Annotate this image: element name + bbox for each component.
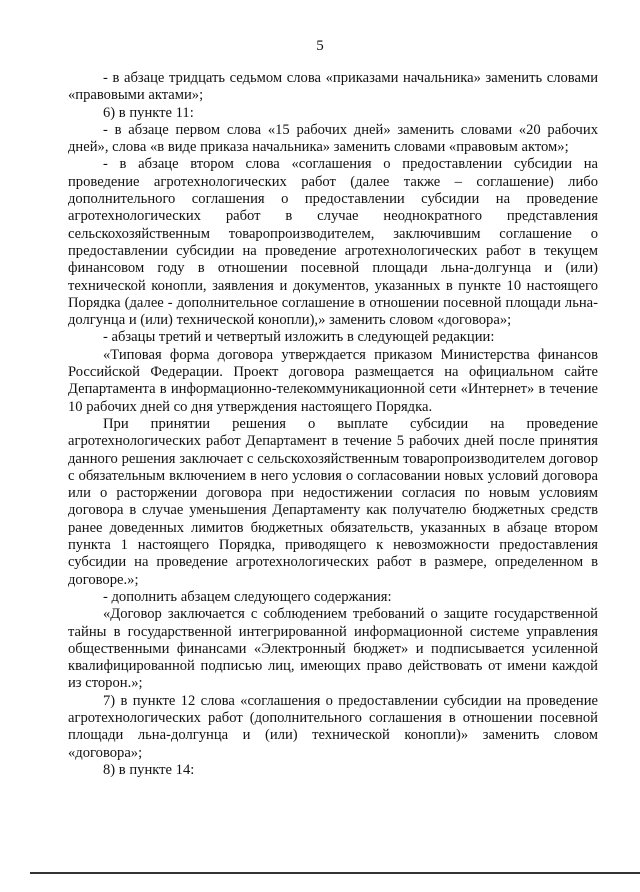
bottom-rule <box>30 872 640 874</box>
paragraph: 8) в пункте 14: <box>103 761 195 778</box>
paragraph: 7) в пункте 12 слова «соглашения о предоставлении субсидии на проведение агротехнологических работ (дополнительного соглашения в отношении посевной площади льна-долгунца и (или) технической конопли)» заменить словом «договора»; <box>68 692 598 761</box>
paragraph: - дополнить абзацем следующего содержания: <box>103 588 392 605</box>
page-number: 5 <box>316 38 324 54</box>
document-body <box>68 70 598 779</box>
paragraph: «Договор заключается с соблюдением требований о защите государственной тайны в государственной интегрированной информационной системе управления общественными финансами «Электронный бюджет» и подписывается усиленной квалифицированной подписью лиц, имеющих право действовать от имени каждой из сторон.»; <box>68 606 598 692</box>
paragraph: При принятии решения о выплате субсидии на проведение агротехнологических работ Департамент в течение 5 рабочих дней после принятия данного решения заключает с сельскохозяйственным товаропроизводителем договор с обязательным включением в него условия о согласовании новых условий договора или о расторжении договора при недостижении согласия по новым условиям договора в случае уменьшения Департаменту как получателю бюджетных средств ранее доведенных лимитов бюджетных обязательств, указанных в абзаце втором пункта 1 настоящего Порядка, приводящего к невозможности предоставления субсидии на проведение агротехнологических работ в размере, определенном в договоре.»; <box>68 415 598 588</box>
paragraph: «Типовая форма договора утверждается приказом Министерства финансов Российской Федерации. Проект договора размещается на официальном сайте Департамента в информационно-телекоммуникационной сети «Интернет» в течение 10 рабочих дней со дня утверждения настоящего Порядка. <box>68 346 598 415</box>
paragraph: - в абзаце втором слова «соглашения о предоставлении субсидии на проведение агротехнологических работ (далее также – соглашение) либо дополнительного соглашения о предоставлении субсидии на проведение агротехнологических работ в случае неоднократного представления сельскохозяйственным товаропроизводителем, заключившим соглашение о предоставлении субсидии на проведение агротехнологических работ в текущем финансовом году в отношении посевной площади льна-долгунца и (или) технической конопли, заявления и документов, указанных в пункте 10 настоящего Порядка (далее - дополнительное соглашение в отношении посевной площади льна-долгунца и (или) технической конопли),» заменить словом «договора»; <box>68 156 598 329</box>
paragraph: - в абзаце первом слова «15 рабочих дней» заменить словами «20 рабочих дней», слова «в виде приказа начальника» заменить словами «правовым актом»; <box>68 121 598 156</box>
paragraph: 6) в пункте 11: <box>103 104 194 121</box>
paragraph: - абзацы третий и четвертый изложить в следующей редакции: <box>103 329 495 346</box>
paragraph: - в абзаце тридцать седьмом слова «приказами начальника» заменить словами «правовыми актами»; <box>68 70 598 104</box>
